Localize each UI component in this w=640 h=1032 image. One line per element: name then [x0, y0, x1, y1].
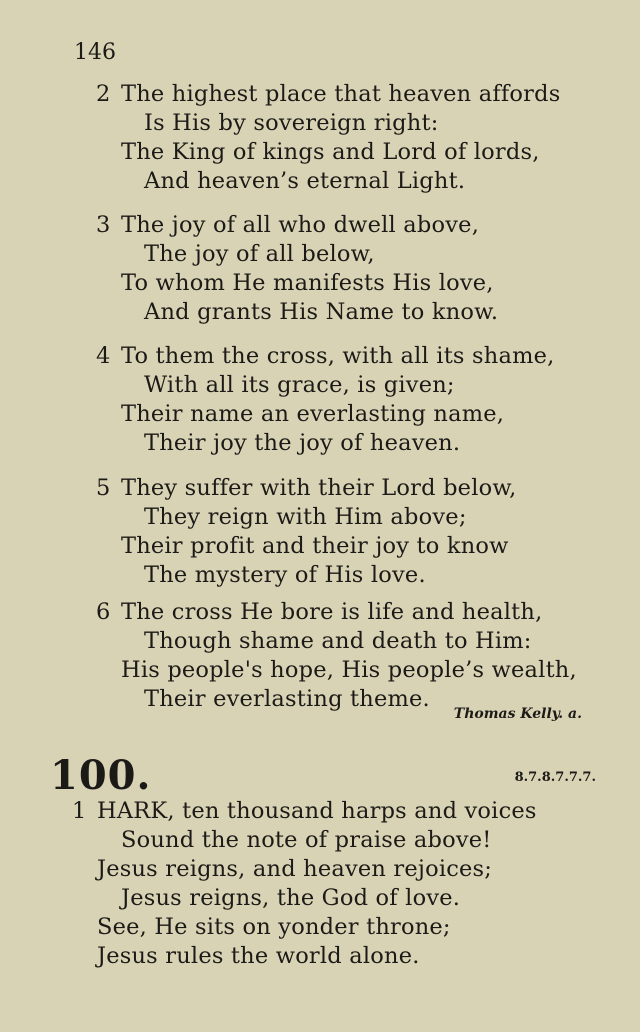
verse-line: The King of kings and Lord of lords,	[121, 139, 540, 165]
verse-line: His people's hope, His people’s wealth,	[121, 657, 577, 683]
author-attribution: Thomas Kelly. a.	[453, 706, 582, 722]
verse-line: The cross He bore is life and health,	[121, 599, 543, 625]
verse-line: The highest place that heaven affords	[121, 81, 561, 107]
verse-line: Their everlasting theme.	[144, 686, 430, 712]
verse-line: Jesus reigns, and heaven rejoices;	[97, 856, 493, 882]
verse-line: Their name an everlasting name,	[121, 401, 505, 427]
verse-number: 3	[96, 212, 111, 238]
verse-line: And grants His Name to know.	[144, 299, 499, 325]
verse-line: Jesus reigns, the God of love.	[121, 885, 461, 911]
verse-line: The joy of all who dwell above,	[121, 212, 480, 238]
verse-line: Their profit and their joy to know	[121, 533, 509, 559]
verse-line: HARK, ten thousand harps and voices	[97, 798, 537, 824]
verse-line: To them the cross, with all its shame,	[121, 343, 555, 369]
verse-line: The joy of all below,	[144, 241, 375, 267]
verse-number: 4	[96, 343, 111, 369]
hymn-meter: 8.7.8.7.7.7.	[514, 770, 596, 785]
verse-line: They reign with Him above;	[144, 504, 467, 530]
page-number: 146	[74, 40, 116, 65]
verse-line: And heaven’s eternal Light.	[144, 168, 466, 194]
verse-line: Is His by sovereign right:	[144, 110, 439, 136]
verse-line: They suffer with their Lord below,	[121, 475, 517, 501]
verse-line: Though shame and death to Him:	[144, 628, 532, 654]
verse-number: 6	[96, 599, 111, 625]
verse-line: The mystery of His love.	[144, 562, 426, 588]
verse-line: Sound the note of praise above!	[121, 827, 492, 853]
hymn-number: 100.	[50, 752, 152, 799]
verse-line: See, He sits on yonder throne;	[97, 914, 451, 940]
verse-number: 5	[96, 475, 111, 501]
verse-line: Jesus rules the world alone.	[97, 943, 420, 969]
verse-number: 2	[96, 81, 111, 107]
verse-line: With all its grace, is given;	[144, 372, 455, 398]
verse-number: 1	[72, 798, 87, 824]
verse-line: Their joy the joy of heaven.	[144, 430, 461, 456]
verse-line: To whom He manifests His love,	[121, 270, 494, 296]
